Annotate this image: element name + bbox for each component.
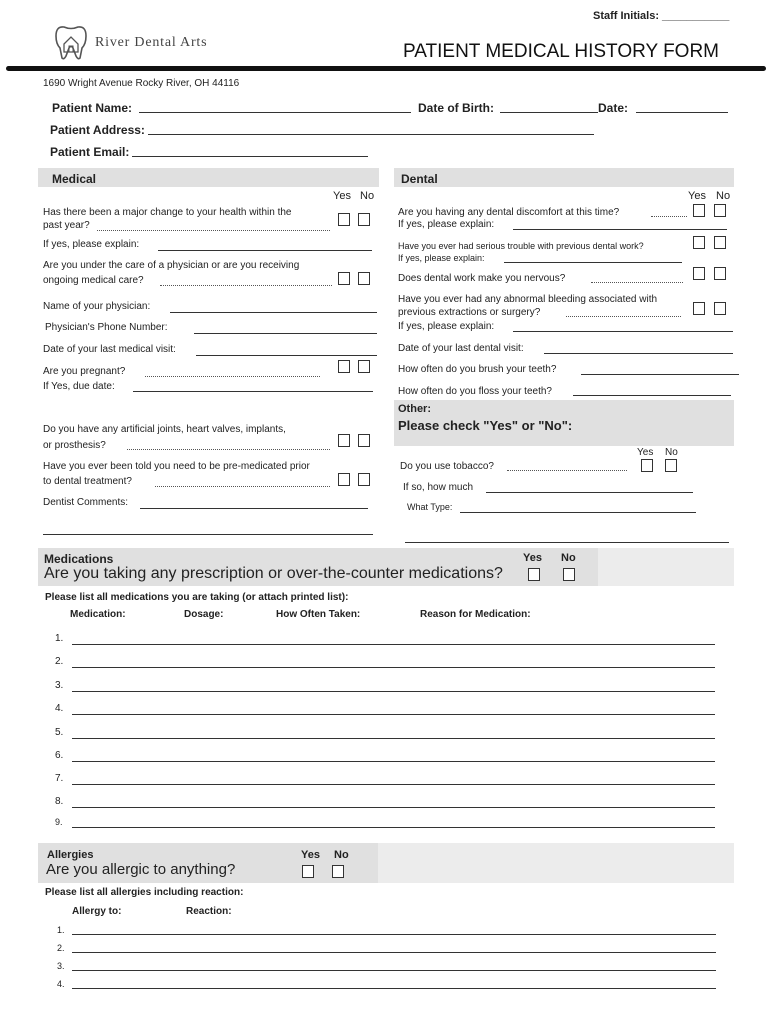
dent-q1-line1: Are you having any dental discomfort at this time? <box>398 207 620 218</box>
medications-no-header: No <box>561 552 576 564</box>
med-row-number: 6. <box>55 750 64 761</box>
medications-instruction: Please list all medications you are taking (or attach printed list): <box>45 592 349 603</box>
dental-title: Dental <box>401 172 438 186</box>
med-col-reason: Reason for Medication: <box>420 609 531 620</box>
dent-q4-no-checkbox[interactable] <box>714 302 726 315</box>
dent-q3-no-checkbox[interactable] <box>714 267 726 280</box>
tobacco-label: Do you use tobacco? <box>400 461 494 472</box>
date-label: Date: <box>598 101 629 115</box>
pregnant-leader <box>145 376 320 377</box>
other-title: Other: <box>398 403 431 415</box>
allergies-no-checkbox[interactable] <box>332 865 344 878</box>
dent-q2-explain-label: If yes, please explain: <box>398 253 485 263</box>
med-q4-line2: to dental treatment? <box>43 476 132 487</box>
allergies-yes-checkbox[interactable] <box>302 865 314 878</box>
last-dental-visit-field[interactable] <box>544 353 733 354</box>
allergy-row-line[interactable] <box>72 934 716 935</box>
medications-title: Medications <box>44 552 114 566</box>
dent-q4-explain-label: If yes, please explain: <box>398 321 495 332</box>
med-q2-no-checkbox[interactable] <box>358 272 370 285</box>
last-medical-visit-label: Date of your last medical visit: <box>43 344 176 355</box>
date-field[interactable] <box>636 112 728 113</box>
allergies-band-right <box>378 843 734 883</box>
logo-text: River Dental Arts <box>95 35 208 50</box>
dent-q4-explain-field[interactable] <box>513 331 733 332</box>
dental-yes-header: Yes <box>688 190 706 202</box>
med-row-line[interactable] <box>72 667 715 668</box>
dent-q2-no-checkbox[interactable] <box>714 236 726 249</box>
due-date-label: If Yes, due date: <box>43 381 115 392</box>
med-q1-explain-label: If yes, please explain: <box>43 239 140 250</box>
patient-name-field[interactable] <box>139 112 411 113</box>
allergy-col-reaction: Reaction: <box>186 906 232 917</box>
patient-address-field[interactable] <box>148 134 594 135</box>
staff-initials: Staff Initials: ___________ <box>593 10 730 22</box>
allergy-row-line[interactable] <box>72 952 716 953</box>
tobacco-leader <box>507 470 627 471</box>
dent-q2-explain-field[interactable] <box>504 262 682 263</box>
allergy-row-number: 4. <box>57 979 65 989</box>
tobacco-yes-checkbox[interactable] <box>641 459 653 472</box>
medical-title: Medical <box>52 172 97 186</box>
patient-name-label: Patient Name: <box>52 101 133 115</box>
allergy-row-number: 3. <box>57 961 65 971</box>
med-col-how-often: How Often Taken: <box>276 609 361 620</box>
other-no-header: No <box>665 447 678 458</box>
med-q1-no-checkbox[interactable] <box>358 213 370 226</box>
dent-q4-line1: Have you ever had any abnormal bleeding associated with <box>398 294 658 305</box>
med-q3-leader <box>127 449 330 450</box>
med-row-number: 9. <box>55 817 63 827</box>
dent-q1-no-checkbox[interactable] <box>714 204 726 217</box>
dent-q1-yes-checkbox[interactable] <box>693 204 705 217</box>
medical-yes-header: Yes <box>333 190 351 202</box>
floss-label: How often do you floss your teeth? <box>398 386 552 397</box>
dent-q3-leader <box>591 282 683 283</box>
med-row-line[interactable] <box>72 761 715 762</box>
dental-header-band <box>394 168 734 187</box>
patient-address-label: Patient Address: <box>50 123 145 137</box>
brush-label: How often do you brush your teeth? <box>398 364 557 375</box>
med-col-medication: Medication: <box>70 609 126 620</box>
med-col-dosage: Dosage: <box>184 609 224 620</box>
last-medical-visit-field[interactable] <box>196 355 377 356</box>
other-instruction: Please check "Yes" or "No": <box>398 418 573 433</box>
med-q3-yes-checkbox[interactable] <box>338 434 350 447</box>
med-q1-line1: Has there been a major change to your health within the <box>43 207 292 218</box>
other-extra-field[interactable] <box>405 542 729 543</box>
allergies-question: Are you allergic to anything? <box>46 861 236 878</box>
med-row-number: 4. <box>55 703 64 714</box>
med-row-number: 2. <box>55 656 64 667</box>
med-row-line[interactable] <box>72 827 715 828</box>
allergies-no-header: No <box>334 849 349 861</box>
form-title: PATIENT MEDICAL HISTORY FORM <box>403 41 720 62</box>
brush-field[interactable] <box>581 374 739 375</box>
patient-email-label: Patient Email: <box>50 145 130 159</box>
last-dental-visit-label: Date of your last dental visit: <box>398 343 524 354</box>
physician-name-label: Name of your physician: <box>43 301 151 312</box>
med-q4-no-checkbox[interactable] <box>358 473 370 486</box>
dent-q1-explain-label: If yes, please explain: <box>398 219 495 230</box>
med-q2-line2: ongoing medical care? <box>43 275 144 286</box>
allergy-row-line[interactable] <box>72 988 716 989</box>
dent-q3-yes-checkbox[interactable] <box>693 267 705 280</box>
due-date-field[interactable] <box>133 391 373 392</box>
physician-phone-field[interactable] <box>194 333 377 334</box>
med-q4-yes-checkbox[interactable] <box>338 473 350 486</box>
what-type-label: What Type: <box>407 502 453 512</box>
allergies-instruction: Please list all allergies including reaction: <box>45 887 244 898</box>
med-q4-line1: Have you ever been told you need to be pre-medicated prior <box>43 461 310 472</box>
what-type-field[interactable] <box>460 512 696 513</box>
allergy-row-number: 1. <box>57 925 65 935</box>
dentist-comments-field-2[interactable] <box>43 534 373 535</box>
dent-q4-leader <box>566 316 681 317</box>
medications-no-checkbox[interactable] <box>563 568 575 581</box>
dentist-comments-field[interactable] <box>140 508 368 509</box>
pregnant-no-checkbox[interactable] <box>358 360 370 373</box>
other-yes-header: Yes <box>637 447 654 458</box>
med-row-line[interactable] <box>72 691 715 692</box>
dent-q2-line1: Have you ever had serious trouble with previous dental work? <box>398 241 644 251</box>
med-row-line[interactable] <box>72 738 715 739</box>
medications-band-right <box>598 548 734 586</box>
tobacco-no-checkbox[interactable] <box>665 459 677 472</box>
med-row-line[interactable] <box>72 714 715 715</box>
pregnant-yes-checkbox[interactable] <box>338 360 350 373</box>
dent-q1-explain-field[interactable] <box>513 229 727 230</box>
med-q2-yes-checkbox[interactable] <box>338 272 350 285</box>
floss-field[interactable] <box>573 395 731 396</box>
allergy-row-number: 2. <box>57 943 65 953</box>
dent-q4-line2: previous extractions or surgery? <box>398 307 541 318</box>
dent-q1-leader <box>651 216 687 217</box>
dent-q4-yes-checkbox[interactable] <box>693 302 705 315</box>
dental-no-header: No <box>716 190 731 202</box>
allergy-col-allergy: Allergy to: <box>72 906 122 917</box>
med-row-line[interactable] <box>72 644 715 645</box>
practice-address: 1690 Wright Avenue Rocky River, OH 44116 <box>43 78 240 89</box>
dob-field[interactable] <box>500 112 598 113</box>
med-row-number: 5. <box>55 727 64 738</box>
med-q4-leader <box>155 486 330 487</box>
med-q3-line1: Do you have any artificial joints, heart valves, implants, <box>43 424 286 435</box>
med-q3-no-checkbox[interactable] <box>358 434 370 447</box>
allergies-title: Allergies <box>47 849 94 861</box>
medical-no-header: No <box>360 190 375 202</box>
med-row-number: 3. <box>55 680 64 691</box>
med-row-number: 7. <box>55 773 64 784</box>
med-q2-line1: Are you under the care of a physician or are you receiving <box>43 260 300 271</box>
med-q2-leader <box>160 285 332 286</box>
medications-yes-checkbox[interactable] <box>528 568 540 581</box>
allergy-row-line[interactable] <box>72 970 716 971</box>
med-q3-line2: or prosthesis? <box>43 440 106 451</box>
med-row-line[interactable] <box>72 784 715 785</box>
med-row-number: 1. <box>55 633 64 644</box>
med-row-line[interactable] <box>72 807 715 808</box>
physician-phone-label: Physician's Phone Number: <box>45 322 168 333</box>
allergies-yes-header: Yes <box>301 849 320 861</box>
header-divider <box>6 66 766 71</box>
medications-question: Are you taking any prescription or over-the-counter medications? <box>44 565 503 582</box>
dob-label: Date of Birth: <box>418 101 494 115</box>
dent-q3-label: Does dental work make you nervous? <box>398 273 566 284</box>
tooth-house-icon <box>50 22 92 62</box>
patient-email-field[interactable] <box>132 156 368 157</box>
logo <box>50 22 92 67</box>
med-q1-line2: past year? <box>43 220 90 231</box>
dent-q2-yes-checkbox[interactable] <box>693 236 705 249</box>
medications-yes-header: Yes <box>523 552 542 564</box>
how-much-field[interactable] <box>486 492 693 493</box>
med-q1-explain-field[interactable] <box>158 250 372 251</box>
how-much-label: If so, how much <box>403 482 474 493</box>
med-row-number: 8. <box>55 796 64 807</box>
med-q1-leader <box>97 230 330 231</box>
pregnant-label: Are you pregnant? <box>43 366 126 377</box>
physician-name-field[interactable] <box>170 312 377 313</box>
dentist-comments-label: Dentist Comments: <box>43 497 129 508</box>
med-q1-yes-checkbox[interactable] <box>338 213 350 226</box>
